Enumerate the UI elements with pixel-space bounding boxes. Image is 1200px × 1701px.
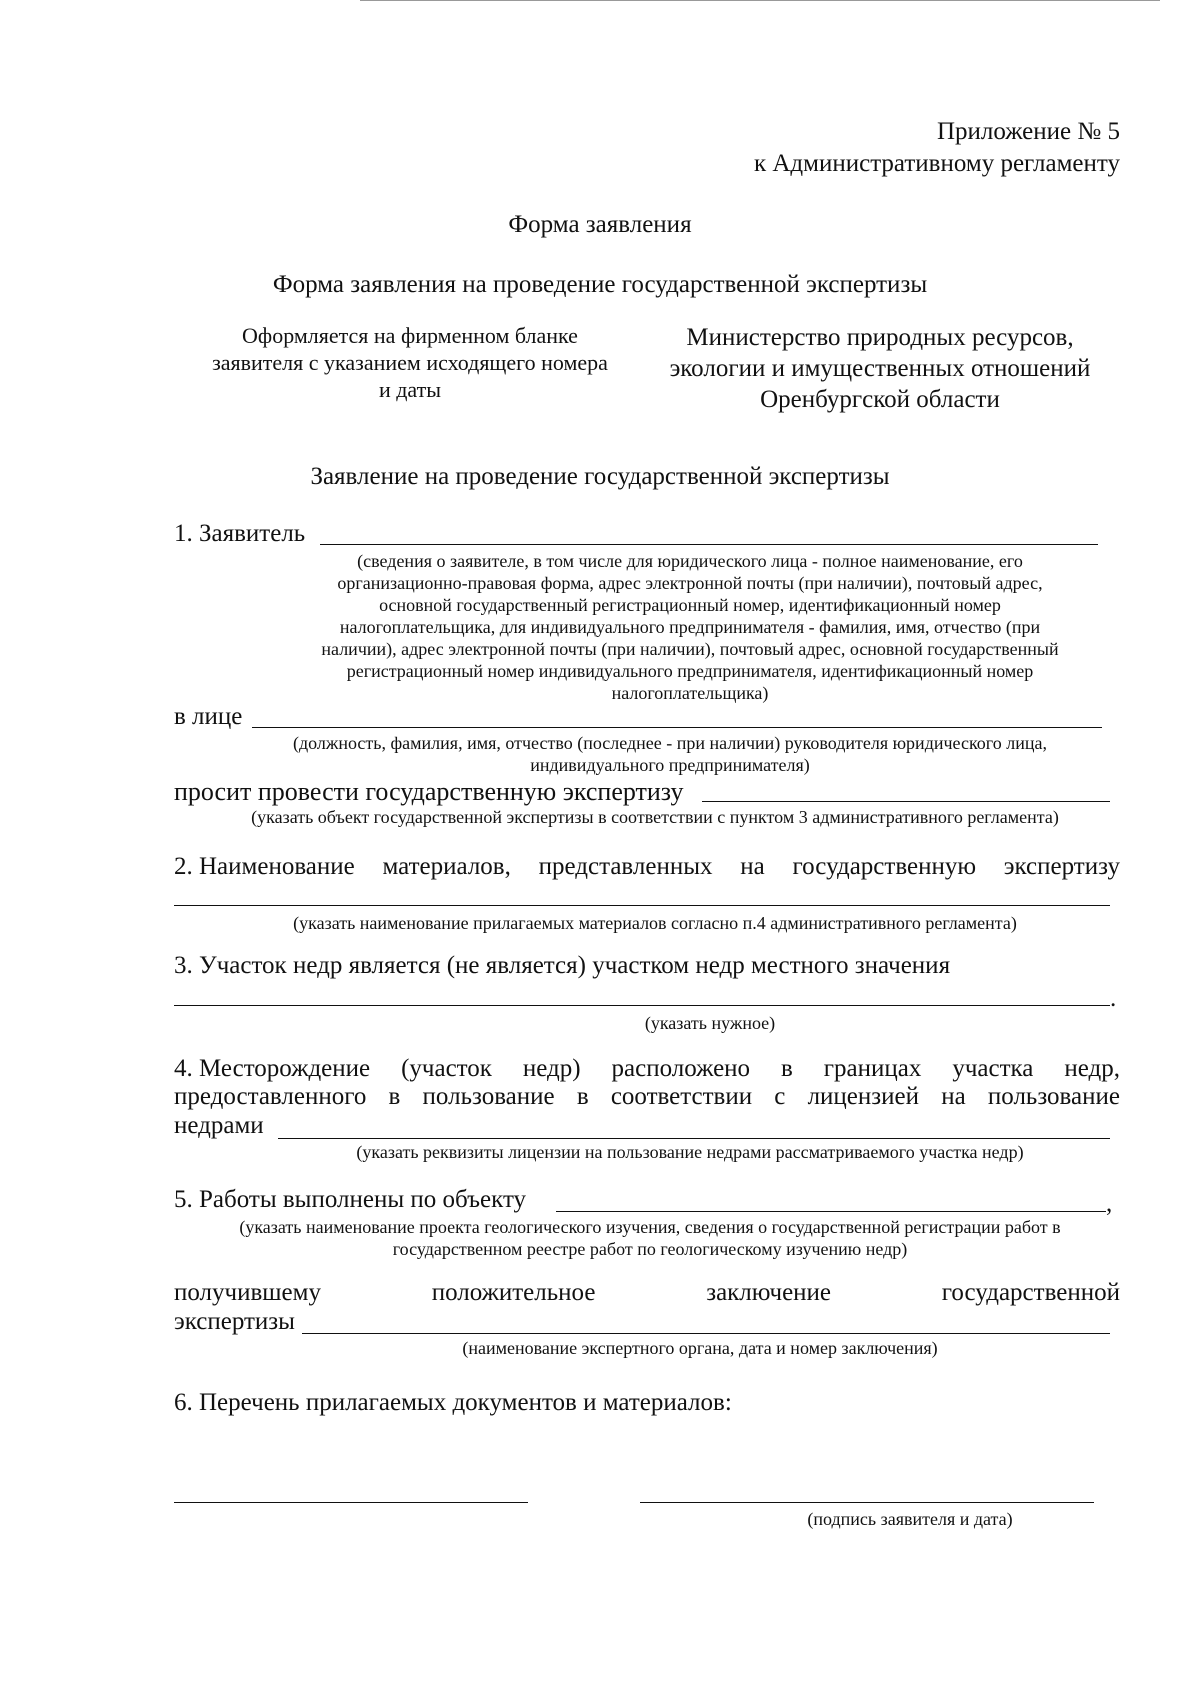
deposit-word: в [388,1083,401,1110]
deposit-word: участка [952,1055,1034,1082]
conclusion-word: заключение [706,1279,832,1306]
applicant-hint-line: регистрационный номер индивидуального предпринимателя, идентификационный номер [346,661,1034,681]
conclusion-word: получившему [174,1279,321,1306]
form-title: Форма заявления на проведение государственной экспертизы [272,271,928,298]
form-label: Форма заявления [508,211,692,238]
appendix-number: Приложение № 5 [936,118,1120,145]
addressee-line: экологии и имущественных отношений [669,355,1091,382]
deposit-word: границах [823,1055,922,1082]
expert-body-hint: (наименование экспертного органа, дата и номер заключения) [462,1338,938,1358]
deposit-word: в [781,1055,793,1082]
applicant-label: 1. Заявитель [174,520,306,547]
materials-label-word: представленных [538,853,713,880]
applicant-hint-line: налогоплательщика) [611,683,769,703]
in-person-field[interactable] [252,727,1102,728]
applicant-hint-line: налогоплательщика, для индивидуального предпринимателя - фамилия, имя, отчество (при [339,617,1041,637]
deposit-line-1 [174,1055,1120,1083]
addressee [650,322,1110,415]
works-hint-line: (указать наименование проекта геологического изучения, сведения о государственной регистрации работ в [239,1217,1061,1237]
applicant-field[interactable] [320,544,1098,545]
deposit-word: соответствии [610,1083,753,1110]
materials-label-word: на [740,853,765,880]
local-significance-period: . [1110,985,1117,1012]
deposit-word: предоставленного [174,1083,367,1110]
license-hint: (указать реквизиты лицензии на пользование недрами рассматриваемого участка недр) [356,1142,1024,1162]
license-label: недрами [174,1112,264,1139]
deposit-line-2 [174,1083,1120,1111]
expertise-label: экспертизы [174,1308,295,1335]
applicant-hint-line: наличии), адрес электронной почты (при наличии), почтовый адрес, основной государственный [321,639,1059,659]
works-hint [170,1216,1130,1260]
appendix-regulation: к Административному регламенту [753,150,1120,177]
deposit-word: в [576,1083,589,1110]
deposit-word: с [774,1083,786,1110]
applicant-hint-line: организационно-правовая форма, адрес электронной почты (при наличии), почтовый адрес, [337,573,1043,593]
applicant-name-field[interactable] [174,1502,528,1503]
attachments-label: 6. Перечень прилагаемых документов и материалов: [174,1389,732,1416]
statement-title: Заявление на проведение государственной экспертизы [310,463,890,490]
deposit-word: лицензией [807,1083,920,1110]
applicant-hint-line: основной государственный регистрационный номер, идентификационный номер [379,595,1001,615]
deposit-word: (участок [401,1055,492,1082]
local-significance-field[interactable] [174,1005,1110,1006]
materials-hint: (указать наименование прилагаемых материалов согласно п.4 административного регламента) [293,913,1017,933]
letterhead-note-line: заявителя с указанием исходящего номера [212,350,608,375]
addressee-line: Министерство природных ресурсов, [686,324,1074,351]
expert-body-field[interactable] [302,1333,1110,1334]
deposit-word: недр, [1064,1055,1120,1082]
conclusion-word: положительное [431,1279,596,1306]
applicant-hint [240,550,1140,704]
request-hint: (указать объект государственной экспертизы в соответствии с пунктом 3 административного регламента) [251,807,1059,827]
applicant-hint-line: (сведения о заявителе, в том числе для юридического лица - полное наименование, его [357,551,1023,571]
works-object-field[interactable] [556,1211,1106,1212]
deposit-word: 4. Месторождение [174,1055,371,1082]
signature-hint: (подпись заявителя и дата) [807,1509,1013,1529]
works-comma: , [1106,1190,1113,1217]
scan-top-edge [360,0,1160,1]
conclusion-word: государственной [941,1279,1120,1306]
expertise-object-field[interactable] [702,801,1110,802]
in-person-hint [200,732,1140,776]
materials-label-word: материалов, [382,853,511,880]
letterhead-note [180,322,640,403]
in-person-hint-line: индивидуального предпринимателя) [530,755,810,775]
letterhead-note-line: и даты [378,377,442,402]
deposit-word: расположено [611,1055,751,1082]
letterhead-note-line: Оформляется на фирменном бланке [242,323,578,348]
deposit-word: пользование [987,1083,1120,1110]
works-hint-line: государственном реестре работ по геологическому изучению недр) [392,1239,908,1259]
materials-label [174,853,1120,881]
in-person-hint-line: (должность, фамилия, имя, отчество (последнее - при наличии) руководителя юридического лица, [293,733,1047,753]
deposit-word: на [941,1083,966,1110]
in-person-label: в лице [174,703,243,730]
signature-date-field[interactable] [640,1502,1094,1503]
license-field[interactable] [278,1138,1110,1139]
local-significance-hint: (указать нужное) [644,1013,776,1033]
materials-field[interactable] [174,905,1110,906]
conclusion-line [174,1279,1120,1307]
materials-label-word: государственную [792,853,977,880]
deposit-word: недр) [522,1055,581,1082]
deposit-word: пользование [422,1083,555,1110]
materials-label-word: 2. Наименование [174,853,355,880]
works-label: 5. Работы выполнены по объекту [174,1186,527,1213]
local-significance-label: 3. Участок недр является (не является) участком недр местного значения [174,952,951,979]
materials-label-word: экспертизу [1003,853,1120,880]
request-label: просит провести государственную экспертизу [174,777,684,806]
addressee-line: Оренбургской области [760,386,1000,413]
